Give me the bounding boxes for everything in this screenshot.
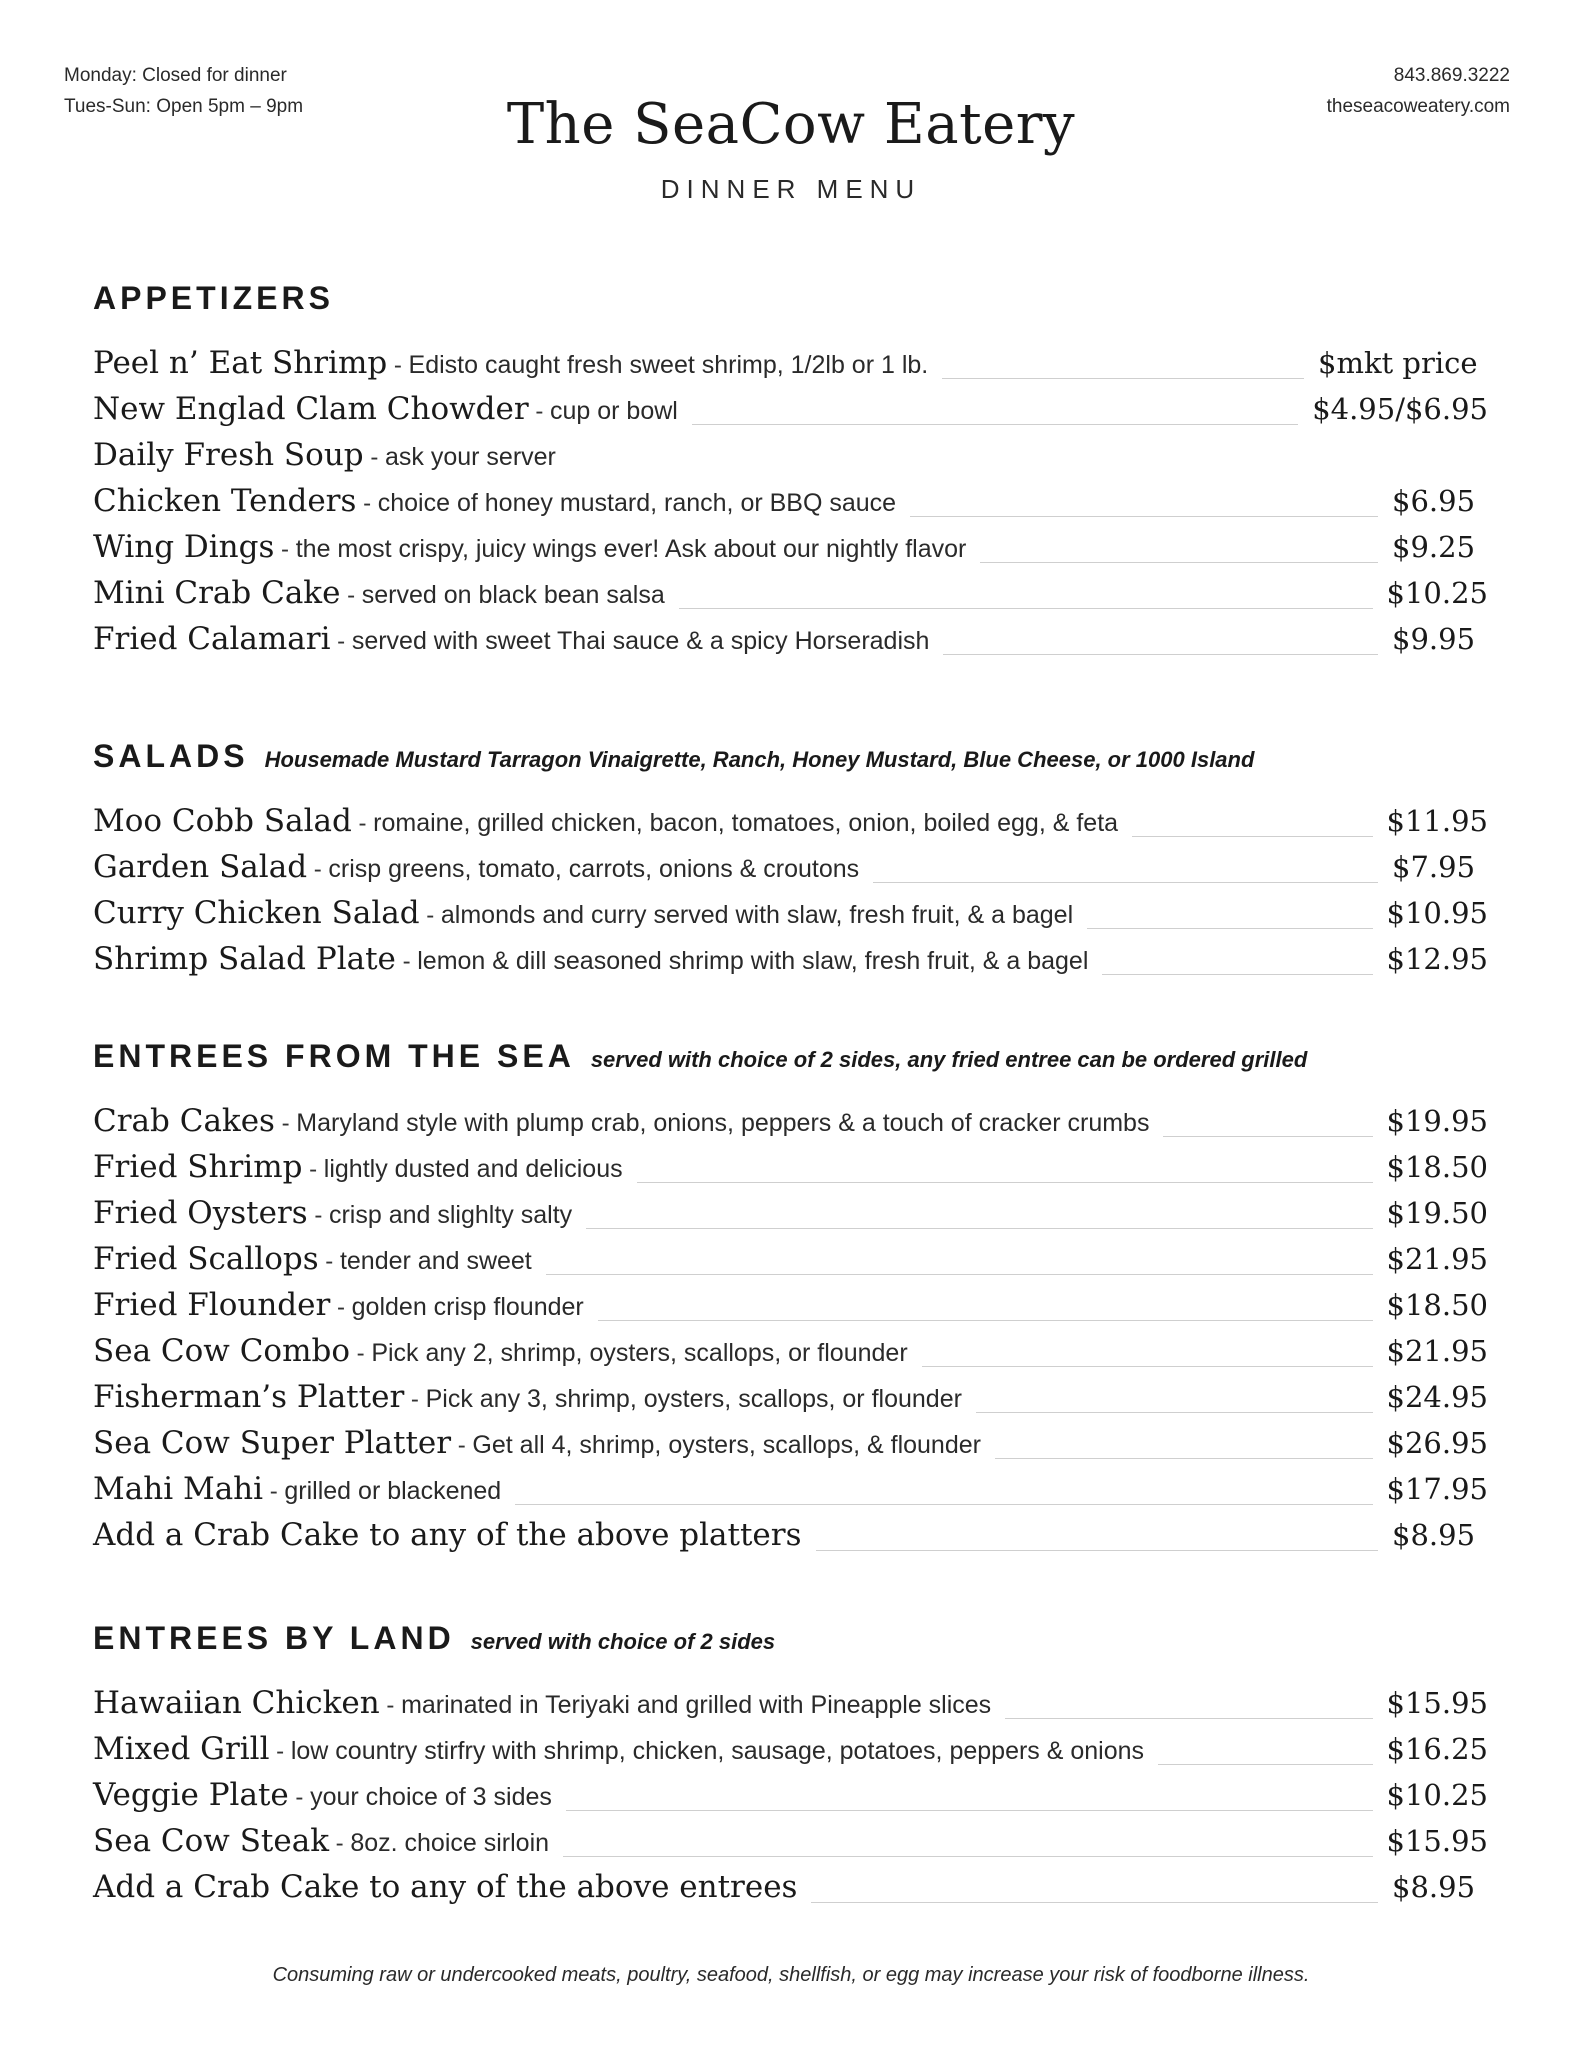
item-name: Mini Crab Cake xyxy=(93,575,341,611)
item-price: $15.95 xyxy=(1386,1686,1488,1720)
dot-leader xyxy=(811,1902,1378,1903)
item-name: Sea Cow Steak xyxy=(93,1823,329,1859)
item-separator: - xyxy=(379,1692,402,1719)
phone-number: 843.869.3222 xyxy=(1393,65,1510,86)
item-name: Hawaiian Chicken xyxy=(93,1685,380,1721)
item-separator: - xyxy=(356,490,378,517)
dot-leader xyxy=(976,1412,1373,1413)
restaurant-title: The SeaCow Eatery xyxy=(506,92,1076,157)
item-separator: - xyxy=(288,1784,311,1811)
section-appetizers xyxy=(93,280,1488,667)
item-separator: - xyxy=(404,1386,426,1413)
dot-leader xyxy=(980,562,1378,563)
menu-item xyxy=(93,483,1488,529)
item-price: $18.50 xyxy=(1386,1288,1488,1322)
item-name: Moo Cobb Salad xyxy=(93,803,352,839)
item-price: $10.25 xyxy=(1386,576,1488,610)
menu-item xyxy=(93,941,1488,987)
item-separator: - xyxy=(330,628,352,655)
item-price: $mkt price xyxy=(1318,346,1478,380)
section-note: Housemade Mustard Tarragon Vinaigrette, Ranch, Honey Mustard, Blue Cheese, or 1000 Island xyxy=(264,747,1255,772)
item-separator: - xyxy=(274,536,296,563)
item-name: Chicken Tenders xyxy=(93,483,357,519)
menu-item xyxy=(93,1287,1488,1333)
item-description: Pick any 3, shrimp, oysters, scallops, or flounder xyxy=(425,1385,962,1413)
item-price: $15.95 xyxy=(1386,1824,1488,1858)
menu-item-add-crab-cake xyxy=(93,1517,1488,1563)
dot-leader xyxy=(995,1458,1373,1459)
item-price: $6.95 xyxy=(1392,484,1476,518)
item-price: $24.95 xyxy=(1386,1380,1488,1414)
menu-item xyxy=(93,849,1488,895)
section-entrees-sea xyxy=(93,1038,1488,1563)
item-separator: - xyxy=(387,352,409,379)
menu-item xyxy=(93,1149,1488,1195)
menu-item xyxy=(93,1685,1488,1731)
dot-leader xyxy=(679,608,1373,609)
dot-leader xyxy=(563,1856,1372,1857)
item-name: Sea Cow Combo xyxy=(93,1333,350,1369)
item-name: Sea Cow Super Platter xyxy=(93,1425,452,1461)
item-name: Mahi Mahi xyxy=(93,1471,264,1507)
menu-item-add-crab-cake xyxy=(93,1869,1488,1915)
dot-leader xyxy=(546,1274,1373,1275)
item-description: Maryland style with plump crab, onions, peppers & a touch of cracker crumbs xyxy=(296,1109,1150,1137)
item-price: $8.95 xyxy=(1392,1518,1476,1552)
item-price: $18.50 xyxy=(1386,1150,1488,1184)
item-description: Edisto caught fresh sweet shrimp, 1/2lb or 1 lb. xyxy=(408,351,929,379)
item-separator: - xyxy=(528,398,550,425)
dot-leader xyxy=(515,1504,1372,1505)
item-description: lemon & dill seasoned shrimp with slaw, fresh fruit, & a bagel xyxy=(417,947,1089,975)
item-description: grilled or blackened xyxy=(284,1477,502,1505)
item-price: $8.95 xyxy=(1392,1870,1476,1904)
dot-leader xyxy=(910,516,1378,517)
item-price: $21.95 xyxy=(1386,1334,1488,1368)
dot-leader xyxy=(692,424,1298,425)
section-note: served with choice of 2 sides, any fried entree can be ordered grilled xyxy=(590,1047,1308,1072)
section-header xyxy=(93,1038,1488,1075)
item-description: choice of honey mustard, ranch, or BBQ sauce xyxy=(377,489,897,517)
item-separator: - xyxy=(330,1294,352,1321)
item-name: Garden Salad xyxy=(93,849,308,885)
item-price: $9.25 xyxy=(1392,530,1476,564)
item-separator: - xyxy=(349,1340,372,1367)
health-disclaimer: Consuming raw or undercooked meats, poultry, seafood, shellfish, or egg may increase your risk of foodborne illness. xyxy=(272,1964,1310,1986)
dot-leader xyxy=(942,378,1304,379)
dot-leader xyxy=(1102,974,1372,975)
item-separator: - xyxy=(351,810,374,837)
menu-item xyxy=(93,1379,1488,1425)
item-price: $19.50 xyxy=(1386,1196,1488,1230)
section-salads xyxy=(93,738,1488,987)
item-name: Fried Flounder xyxy=(93,1287,331,1323)
item-price: $10.95 xyxy=(1386,896,1488,930)
item-description: your choice of 3 sides xyxy=(310,1783,552,1811)
item-description: lightly dusted and delicious xyxy=(323,1155,623,1183)
section-title: ENTREES FROM THE SEA xyxy=(93,1038,575,1074)
item-description: tender and sweet xyxy=(339,1247,532,1275)
item-price: $16.25 xyxy=(1386,1732,1488,1766)
section-entrees-land xyxy=(93,1620,1488,1915)
item-name: Fried Scallops xyxy=(93,1241,319,1277)
dot-leader xyxy=(1158,1764,1372,1765)
menu-item xyxy=(93,895,1488,941)
menu-subtitle: DINNER MENU xyxy=(660,174,922,204)
item-description: golden crisp flounder xyxy=(351,1293,584,1321)
item-price: $11.95 xyxy=(1386,804,1488,838)
dot-leader xyxy=(1132,836,1372,837)
item-separator: - xyxy=(329,1830,351,1857)
item-separator: - xyxy=(269,1738,291,1765)
dot-leader xyxy=(1005,1718,1372,1719)
item-description: ask your server xyxy=(384,443,556,471)
section-header xyxy=(93,1620,1488,1657)
item-name: Fried Calamari xyxy=(93,621,331,657)
item-price: $21.95 xyxy=(1386,1242,1488,1276)
dot-leader xyxy=(586,1228,1372,1229)
menu-item xyxy=(93,575,1488,621)
menu-item xyxy=(93,345,1488,391)
item-name: Add a Crab Cake to any of the above platters xyxy=(93,1517,802,1553)
item-separator: - xyxy=(395,948,418,975)
item-price: $12.95 xyxy=(1386,942,1488,976)
item-separator: - xyxy=(302,1156,324,1183)
dot-leader xyxy=(566,1810,1373,1811)
dot-leader xyxy=(943,654,1378,655)
item-description: Get all 4, shrimp, oysters, scallops, & flounder xyxy=(472,1431,981,1459)
item-description: romaine, grilled chicken, bacon, tomatoes, onion, boiled egg, & feta xyxy=(373,809,1119,837)
dot-leader xyxy=(1087,928,1372,929)
item-description: cup or bowl xyxy=(549,397,678,425)
menu-item xyxy=(93,1195,1488,1241)
item-description: marinated in Teriyaki and grilled with Pineapple slices xyxy=(401,1691,992,1719)
item-price: $26.95 xyxy=(1386,1426,1488,1460)
item-separator: - xyxy=(318,1248,340,1275)
item-name: Mixed Grill xyxy=(93,1731,270,1767)
dot-leader xyxy=(1163,1136,1372,1137)
section-title: SALADS xyxy=(93,738,249,774)
item-separator: - xyxy=(274,1110,297,1137)
item-separator: - xyxy=(363,444,385,471)
dot-leader xyxy=(873,882,1378,883)
menu-item xyxy=(93,1103,1488,1149)
item-name: Daily Fresh Soup xyxy=(93,437,364,473)
section-title: ENTREES BY LAND xyxy=(93,1620,455,1656)
item-description: 8oz. choice sirloin xyxy=(350,1829,550,1857)
dot-leader xyxy=(816,1550,1378,1551)
item-name: Veggie Plate xyxy=(93,1777,289,1813)
item-name: Wing Dings xyxy=(93,529,275,565)
menu-item xyxy=(93,1471,1488,1517)
menu-item xyxy=(93,1333,1488,1379)
menu-item xyxy=(93,803,1488,849)
item-name: Fried Oysters xyxy=(93,1195,308,1231)
item-description: crisp and slighlty salty xyxy=(328,1201,573,1229)
item-price: $19.95 xyxy=(1386,1104,1488,1138)
menu-item xyxy=(93,391,1488,437)
item-separator: - xyxy=(307,856,329,883)
item-description: crisp greens, tomato, carrots, onions & croutons xyxy=(328,855,860,883)
item-name: Curry Chicken Salad xyxy=(93,895,420,931)
dot-leader xyxy=(922,1366,1373,1367)
menu-item xyxy=(93,1241,1488,1287)
item-separator: - xyxy=(307,1202,329,1229)
item-separator: - xyxy=(419,902,441,929)
item-separator: - xyxy=(340,582,362,609)
item-name: Crab Cakes xyxy=(93,1103,275,1139)
dot-leader xyxy=(637,1182,1373,1183)
menu-item xyxy=(93,1425,1488,1471)
item-price: $17.95 xyxy=(1386,1472,1488,1506)
item-name: New Englad Clam Chowder xyxy=(93,391,529,427)
item-separator: - xyxy=(451,1432,473,1459)
menu-item xyxy=(93,1777,1488,1823)
menu-item xyxy=(93,437,1488,483)
item-name: Fisherman’s Platter xyxy=(93,1379,405,1415)
item-name: Add a Crab Cake to any of the above entrees xyxy=(93,1869,798,1905)
menu-item xyxy=(93,1731,1488,1777)
item-price: $10.25 xyxy=(1386,1778,1488,1812)
item-description: served with sweet Thai sauce & a spicy Horseradish xyxy=(351,627,930,655)
dot-leader xyxy=(598,1320,1373,1321)
section-note: served with choice of 2 sides xyxy=(470,1629,776,1654)
item-description: Pick any 2, shrimp, oysters, scallops, or flounder xyxy=(371,1339,908,1367)
item-description: low country stirfry with shrimp, chicken, sausage, potatoes, peppers & onions xyxy=(290,1737,1145,1765)
item-name: Shrimp Salad Plate xyxy=(93,941,396,977)
item-price: $9.95 xyxy=(1392,622,1476,656)
section-header xyxy=(93,280,1488,317)
website-url: theseacoweatery.com xyxy=(1326,96,1510,117)
item-price: $7.95 xyxy=(1392,850,1476,884)
item-name: Peel n’ Eat Shrimp xyxy=(93,345,388,381)
hours-line-tues-sun: Tues-Sun: Open 5pm – 9pm xyxy=(64,96,304,117)
menu-item xyxy=(93,1823,1488,1869)
item-separator: - xyxy=(263,1478,285,1505)
item-description: served on black bean salsa xyxy=(361,581,665,609)
section-title: APPETIZERS xyxy=(93,280,334,316)
menu-item xyxy=(93,621,1488,667)
item-description: the most crispy, juicy wings ever! Ask about our nightly flavor xyxy=(295,535,967,563)
section-header xyxy=(93,738,1488,775)
menu-item xyxy=(93,529,1488,575)
item-name: Fried Shrimp xyxy=(93,1149,303,1185)
hours-line-monday: Monday: Closed for dinner xyxy=(64,65,287,86)
item-description: almonds and curry served with slaw, fresh fruit, & a bagel xyxy=(440,901,1074,929)
item-price: $4.95/$6.95 xyxy=(1312,392,1488,426)
